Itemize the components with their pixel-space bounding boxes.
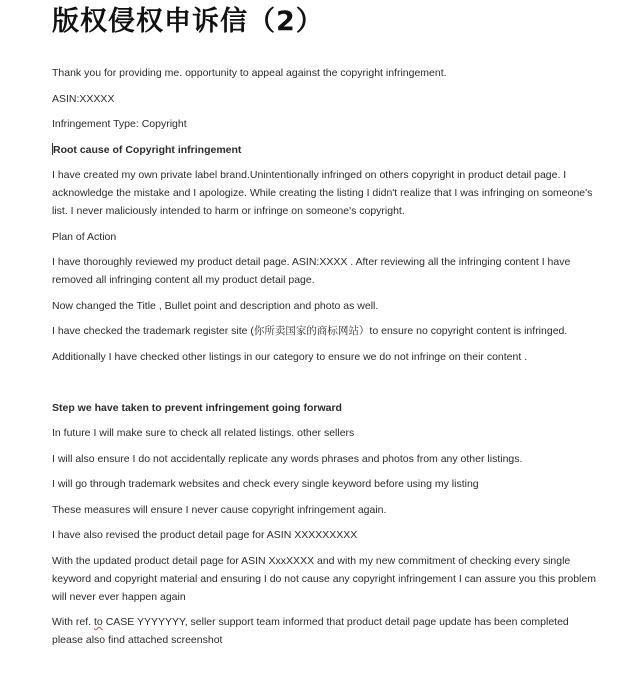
paragraph-measures: These measures will ensure I never cause copyright infringement again. bbox=[52, 503, 387, 516]
case-ref-prefix: With ref. bbox=[52, 616, 95, 628]
paragraph-infringement-type: Infringement Type: Copyright bbox=[52, 118, 187, 130]
paragraph-trademark-websites: I will go through trademark websites and check every single keyword before using my listing bbox=[52, 478, 479, 490]
document-title: 版权侵权申诉信（2） bbox=[52, 6, 324, 37]
paragraph-root-cause: I have created my own private label brand.Unintentionally infringed on others copyright in product detail page. I acknowledge the mistake and I apologize. While creating the listing I didn't realize that I was infringing on someone's list. I never maliciously intended to harm or infringe on someone's copyright. bbox=[52, 169, 593, 217]
paragraph-changed-title: Now changed the Title , Bullet point and description and photo as well. bbox=[52, 299, 379, 312]
paragraph-thank-you: Thank you for providing me. opportunity to appeal against the copyright infringement. bbox=[52, 67, 447, 79]
heading-steps-forward: Step we have taken to prevent infringement going forward bbox=[52, 401, 342, 414]
heading-plan-of-action: Plan of Action bbox=[52, 230, 117, 243]
paragraph-no-replicate: I will also ensure I do not accidentally replicate any words phrases and photos from any other listings. bbox=[52, 452, 523, 465]
paragraph-commitment: With the updated product detail page for ASIN XxxXXXX and with my new commitment of checking every single keyword and copyright material and ensuring I do not cause any copyright infringement I can assure you this problem will never ever happen again bbox=[52, 554, 596, 603]
spellcheck-flagged-word: to bbox=[94, 616, 103, 628]
paragraph-future-check: In future I will make sure to check all related listings. other sellers bbox=[52, 427, 355, 439]
paragraph-asin: ASIN:XXXXX bbox=[52, 92, 115, 105]
paragraph-revised-page: I have also revised the product detail page for ASIN XXXXXXXXX bbox=[52, 529, 358, 541]
heading-root-cause bbox=[52, 141, 600, 159]
paragraph-reviewed: I have thoroughly reviewed my product detail page. ASIN:XXXX . After reviewing all the infringing content I have removed all infringing content all my product detail page. bbox=[52, 256, 571, 286]
paragraph-case-reference bbox=[52, 613, 600, 649]
paragraph-other-listings: Additionally I have checked other listings in our category to ensure we do not infringe on their content . bbox=[52, 350, 528, 363]
heading-root-cause-text: Root cause of Copyright infringement bbox=[53, 143, 242, 156]
paragraph-trademark-check: I have checked the trademark register site (你所卖国家的商标网站）to ensure no copyright content is infringed. bbox=[52, 325, 568, 337]
blank-line bbox=[52, 373, 600, 391]
document-body[interactable] bbox=[52, 64, 600, 657]
case-ref-rest: CASE YYYYYYY, seller support team informed that product detail page update has been completed please also find attached screenshot bbox=[52, 616, 569, 646]
